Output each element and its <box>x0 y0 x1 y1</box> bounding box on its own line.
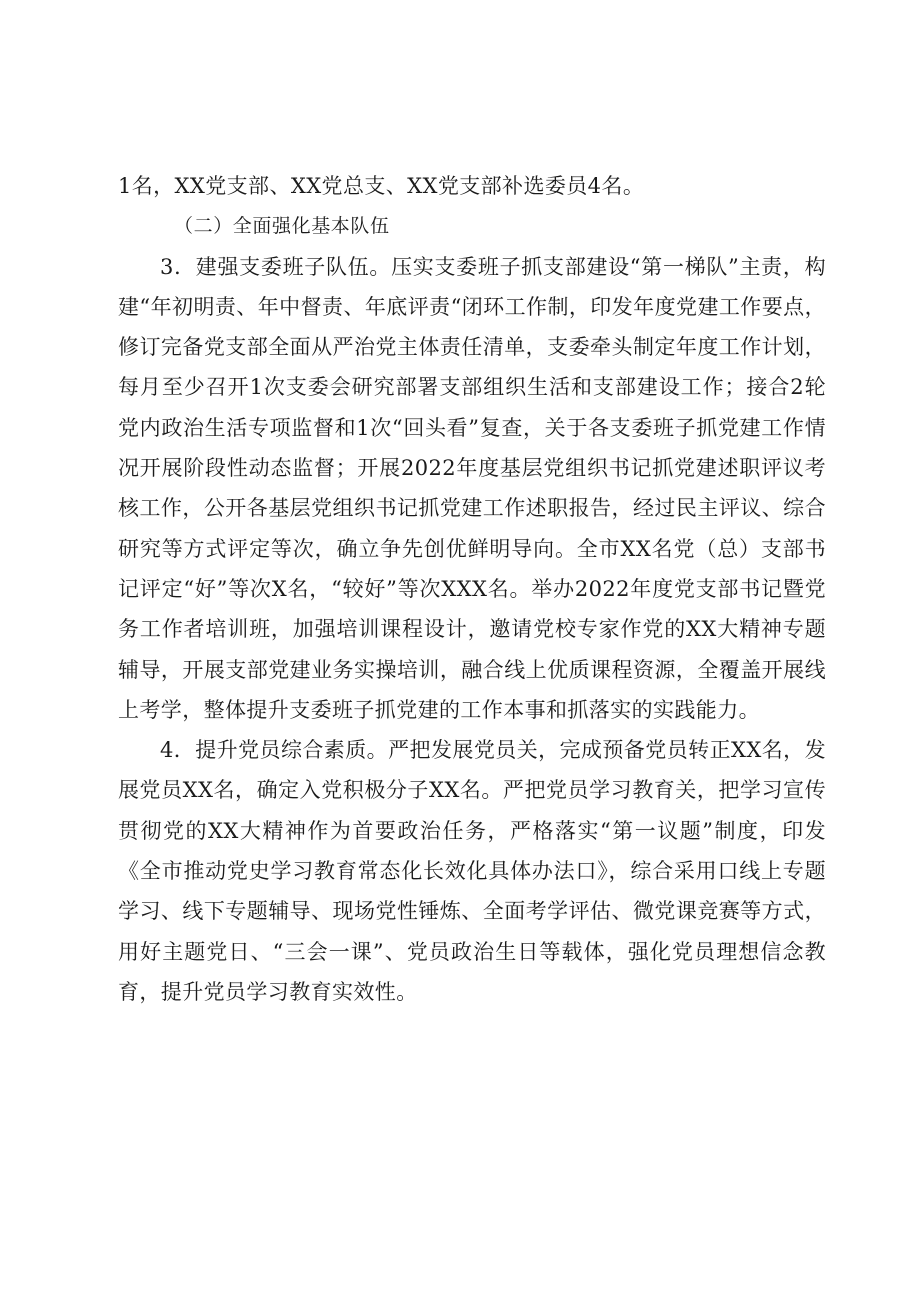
document-body <box>118 166 826 1012</box>
paragraph-item-3: 3．建强支委班子队伍。压实支委班子抓支部建设“第一梯队”主责，构建“年初明责、年中督责、年底评责“闭环工作制，印发年度党建工作要点，修订完备党支部全面从严治党主体责任清单，支委牵头制定年度工作计划，每月至少召开1次支委会研究部署支部组织生活和支部建设工作；接合2轮党内政治生活专项监督和1次“回头看”复查，关于各支委班子抓党建工作情况开展阶段性动态监督；开展2022年度基层党组织书记抓党建述职评议考核工作，公开各基层党组织书记抓党建工作述职报告，经过民主评议、综合研究等方式评定等次，确立争先创优鲜明导向。全市XX名党（总）支部书记评定“好”等次X名，“较好”等次XXX名。举办2022年度党支部书记暨党务工作者培训班，加强培训课程设计，邀请党校专家作党的XX大精神专题辅导，开展支部党建业务实操培训，融合线上优质课程资源，全覆盖开展线上考学，整体提升支委班子抓党建的工作本事和抓落实的实践能力。 <box>118 254 826 722</box>
paragraph-item-4: 4．提升党员综合素质。严把发展党员关，完成预备党员转正XX名，发展党员XX名，确定入党积极分子XX名。严把党员学习教育关，把学习宣传贯彻党的XX大精神作为首要政治任务，严格落实“第一议题”制度，印发《全市推动党史学习教育常态化长效化具体办法口》，综合采用口线上专题学习、线下专题辅导、现场党性锤炼、全面考学评估、微党课竞赛等方式，用好主题党日、“三会一课”、党员政治生日等载体，强化党员理想信念教育，提升党员学习教育实效性。 <box>118 738 826 1004</box>
section-subheading: （二）全面强化基本队伍 <box>174 215 390 238</box>
paragraph-continuation: 1名，XX党支部、XX党总支、XX党支部补选委员4名。 <box>118 174 645 198</box>
